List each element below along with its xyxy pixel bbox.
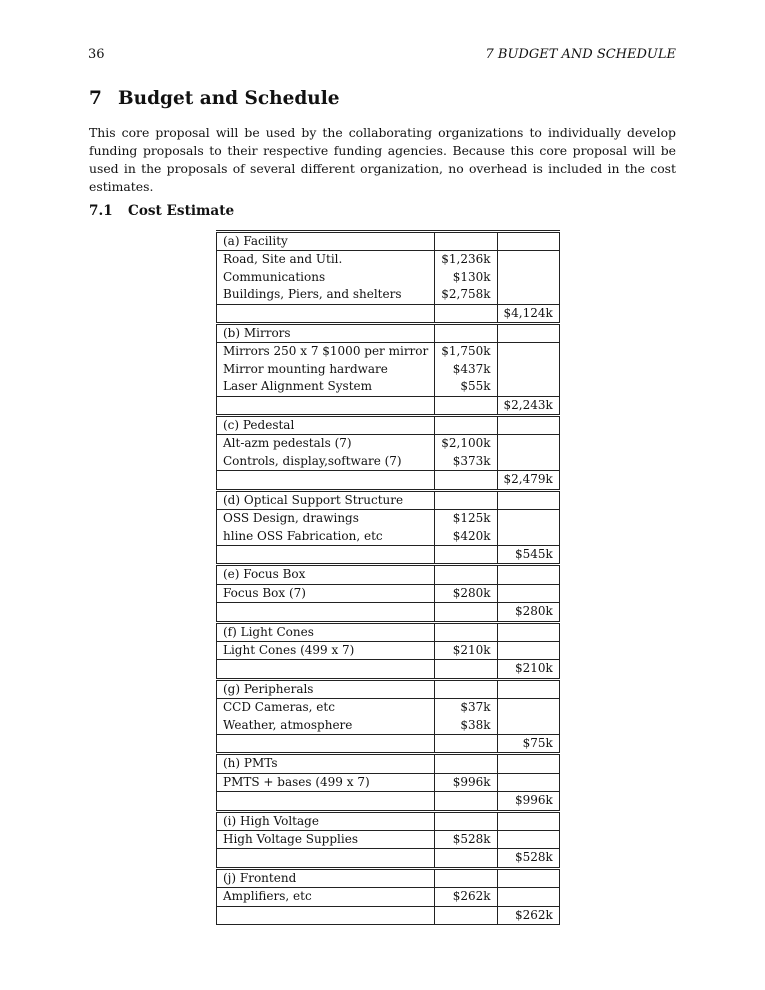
cost-estimate-table [216, 230, 560, 925]
line-item-row [217, 286, 560, 304]
line-item-row [217, 343, 560, 361]
empty-cell [497, 416, 559, 435]
item-label: Buildings, Piers, and shelters [217, 286, 435, 304]
group-name: (i) High Voltage [217, 811, 435, 830]
subsection-title: Cost Estimate [128, 203, 235, 219]
item-cost: $420k [435, 528, 497, 546]
item-cost: $280k [435, 584, 497, 602]
empty-cell [497, 269, 559, 286]
empty-cell [497, 773, 559, 791]
empty-cell [497, 378, 559, 396]
group-total: $262k [497, 906, 559, 924]
empty-cell [435, 232, 497, 251]
group-header-row [217, 565, 560, 584]
group-total: $210k [497, 660, 559, 679]
empty-cell [435, 660, 497, 679]
empty-cell [497, 622, 559, 641]
group-name: (h) PMTs [217, 754, 435, 773]
item-label: Focus Box (7) [217, 584, 435, 602]
empty-cell [497, 699, 559, 717]
item-label: OSS Design, drawings [217, 510, 435, 528]
empty-cell [497, 528, 559, 546]
empty-cell [497, 232, 559, 251]
section-number: 7 [89, 88, 102, 109]
item-label: hline OSS Fabrication, etc [217, 528, 435, 546]
group-total-row [217, 603, 560, 622]
item-cost: $130k [435, 269, 497, 286]
item-cost: $210k [435, 641, 497, 659]
empty-cell [435, 490, 497, 509]
empty-cell [497, 435, 559, 453]
item-cost: $437k [435, 361, 497, 378]
page-number: 36 [88, 47, 105, 62]
section-heading [89, 88, 340, 109]
empty-cell [435, 754, 497, 773]
item-cost: $1,236k [435, 251, 497, 269]
item-cost: $262k [435, 888, 497, 906]
line-item-row [217, 378, 560, 396]
running-head: 7 BUDGET AND SCHEDULE [485, 47, 676, 62]
line-item-row [217, 717, 560, 735]
empty-cell [217, 471, 435, 490]
group-name: (g) Peripherals [217, 679, 435, 698]
line-item-row [217, 699, 560, 717]
item-label: High Voltage Supplies [217, 831, 435, 849]
group-header-row [217, 416, 560, 435]
item-cost: $528k [435, 831, 497, 849]
group-total: $2,243k [497, 396, 559, 415]
item-cost: $373k [435, 453, 497, 471]
item-cost: $55k [435, 378, 497, 396]
empty-cell [217, 906, 435, 924]
empty-cell [435, 849, 497, 868]
empty-cell [497, 251, 559, 269]
group-total: $528k [497, 849, 559, 868]
empty-cell [497, 717, 559, 735]
empty-cell [435, 792, 497, 811]
empty-cell [435, 471, 497, 490]
item-label: Controls, display,software (7) [217, 453, 435, 471]
group-header-row [217, 490, 560, 509]
line-item-row [217, 773, 560, 791]
group-header-row [217, 679, 560, 698]
empty-cell [435, 868, 497, 887]
empty-cell [497, 868, 559, 887]
group-total: $545k [497, 545, 559, 564]
line-item-row [217, 510, 560, 528]
group-total: $4,124k [497, 304, 559, 323]
empty-cell [435, 545, 497, 564]
line-item-row [217, 361, 560, 378]
empty-cell [435, 416, 497, 435]
empty-cell [435, 679, 497, 698]
empty-cell [435, 324, 497, 343]
empty-cell [217, 396, 435, 415]
empty-cell [217, 660, 435, 679]
empty-cell [435, 622, 497, 641]
line-item-row [217, 435, 560, 453]
section-title: Budget and Schedule [118, 88, 340, 109]
subsection-heading [89, 203, 234, 219]
group-name: (d) Optical Support Structure [217, 490, 435, 509]
group-total-row [217, 304, 560, 323]
item-label: Communications [217, 269, 435, 286]
empty-cell [435, 565, 497, 584]
group-header-row [217, 232, 560, 251]
empty-cell [435, 734, 497, 753]
empty-cell [217, 304, 435, 323]
group-total: $2,479k [497, 471, 559, 490]
item-label: Road, Site and Util. [217, 251, 435, 269]
line-item-row [217, 251, 560, 269]
item-cost: $1,750k [435, 343, 497, 361]
line-item-row [217, 453, 560, 471]
empty-cell [435, 906, 497, 924]
group-header-row [217, 868, 560, 887]
empty-cell [497, 361, 559, 378]
line-item-row [217, 831, 560, 849]
line-item-row [217, 269, 560, 286]
line-item-row [217, 641, 560, 659]
empty-cell [217, 849, 435, 868]
intro-paragraph: This core proposal will be used by the collaborating organizations to individually develop funding proposals to their respective funding agencies. Because this core proposal will be used in the proposals of several different organization, no overhead is included in the cost estimates. [89, 125, 676, 194]
subsection-number: 7.1 [89, 203, 113, 219]
item-label: Mirror mounting hardware [217, 361, 435, 378]
item-label: Mirrors 250 x 7 $1000 per mirror [217, 343, 435, 361]
group-total-row [217, 734, 560, 753]
empty-cell [497, 679, 559, 698]
empty-cell [497, 490, 559, 509]
empty-cell [435, 603, 497, 622]
group-total-row [217, 906, 560, 924]
empty-cell [497, 286, 559, 304]
empty-cell [497, 888, 559, 906]
item-cost: $2,758k [435, 286, 497, 304]
empty-cell [217, 603, 435, 622]
item-cost: $38k [435, 717, 497, 735]
group-total: $280k [497, 603, 559, 622]
empty-cell [435, 304, 497, 323]
group-name: (b) Mirrors [217, 324, 435, 343]
group-header-row [217, 754, 560, 773]
group-total: $996k [497, 792, 559, 811]
empty-cell [497, 343, 559, 361]
group-name: (a) Facility [217, 232, 435, 251]
empty-cell [435, 396, 497, 415]
group-total-row [217, 545, 560, 564]
empty-cell [497, 811, 559, 830]
item-label: Alt-azm pedestals (7) [217, 435, 435, 453]
empty-cell [217, 734, 435, 753]
group-total-row [217, 849, 560, 868]
group-name: (j) Frontend [217, 868, 435, 887]
group-header-row [217, 811, 560, 830]
empty-cell [497, 565, 559, 584]
group-total-row [217, 660, 560, 679]
item-label: PMTS + bases (499 x 7) [217, 773, 435, 791]
group-total: $75k [497, 734, 559, 753]
empty-cell [497, 831, 559, 849]
group-header-row [217, 324, 560, 343]
item-label: Light Cones (499 x 7) [217, 641, 435, 659]
item-label: CCD Cameras, etc [217, 699, 435, 717]
line-item-row [217, 528, 560, 546]
empty-cell [497, 324, 559, 343]
item-cost: $37k [435, 699, 497, 717]
item-cost: $125k [435, 510, 497, 528]
empty-cell [497, 453, 559, 471]
item-label: Weather, atmosphere [217, 717, 435, 735]
empty-cell [217, 792, 435, 811]
empty-cell [497, 510, 559, 528]
group-total-row [217, 396, 560, 415]
line-item-row [217, 584, 560, 602]
empty-cell [217, 545, 435, 564]
group-total-row [217, 471, 560, 490]
group-name: (e) Focus Box [217, 565, 435, 584]
item-cost: $996k [435, 773, 497, 791]
item-cost: $2,100k [435, 435, 497, 453]
item-label: Amplifiers, etc [217, 888, 435, 906]
group-name: (f) Light Cones [217, 622, 435, 641]
empty-cell [497, 584, 559, 602]
item-label: Laser Alignment System [217, 378, 435, 396]
empty-cell [435, 811, 497, 830]
empty-cell [497, 641, 559, 659]
group-total-row [217, 792, 560, 811]
group-name: (c) Pedestal [217, 416, 435, 435]
group-header-row [217, 622, 560, 641]
empty-cell [497, 754, 559, 773]
line-item-row [217, 888, 560, 906]
